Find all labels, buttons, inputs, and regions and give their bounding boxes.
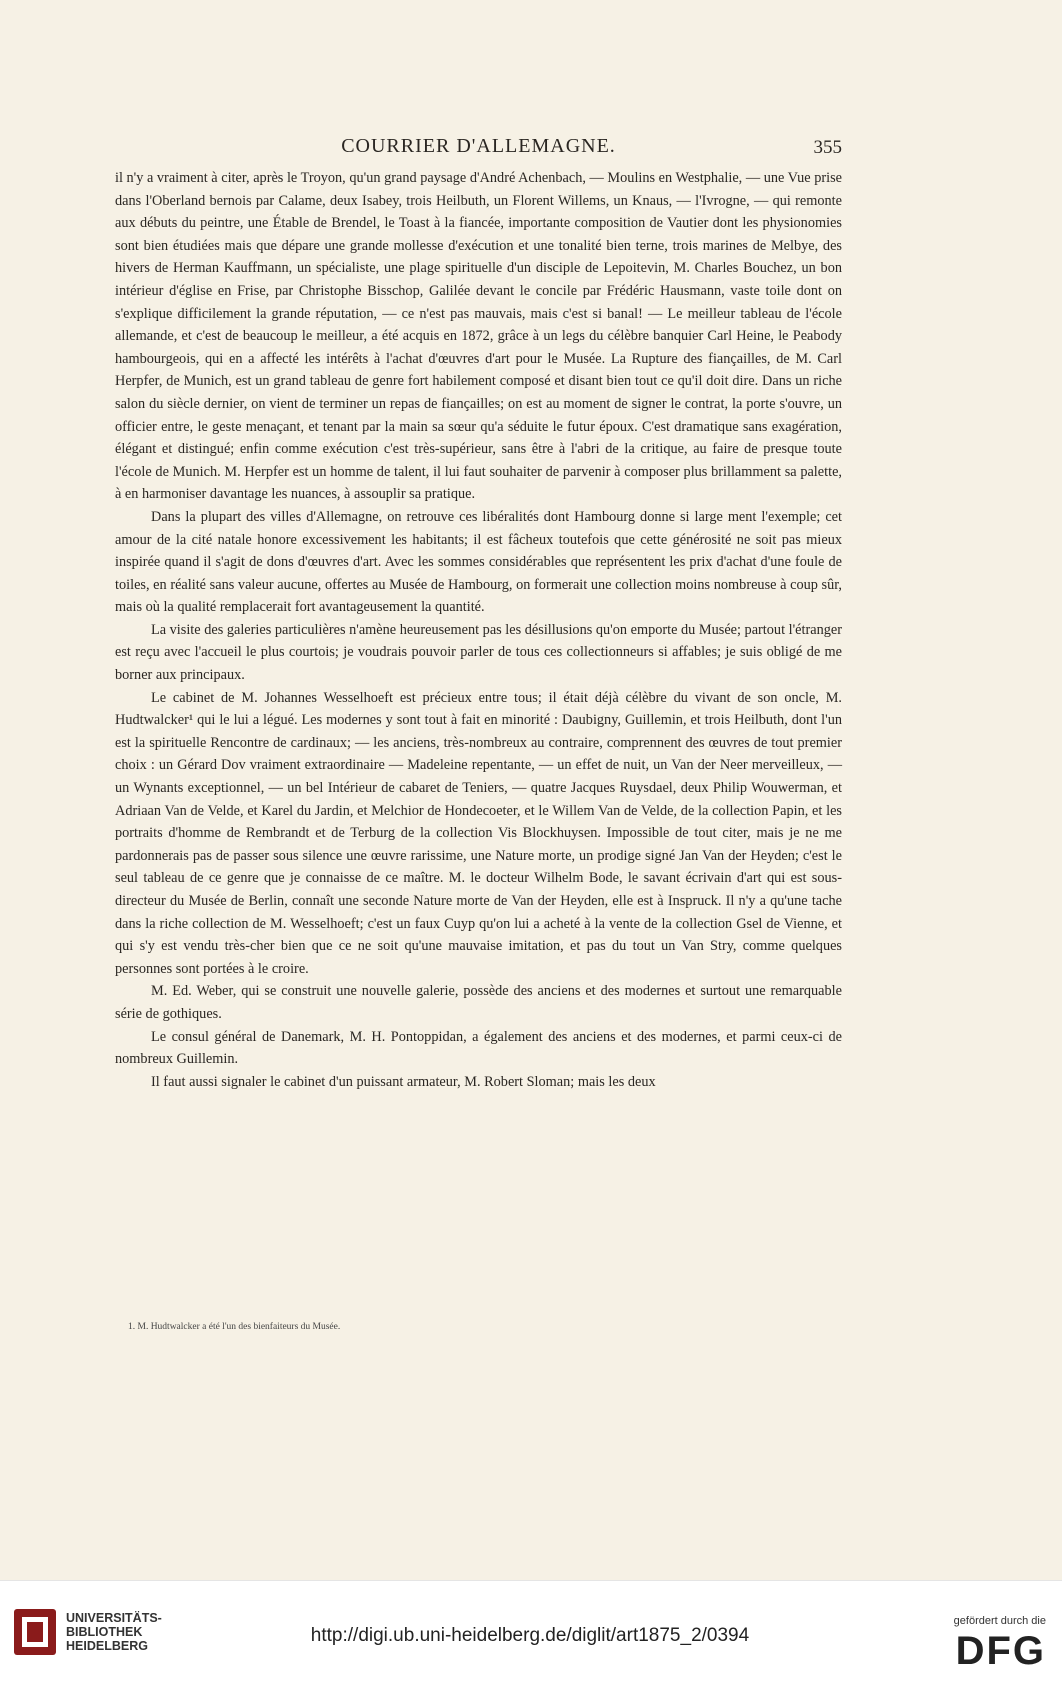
paragraph-2: Dans la plupart des villes d'Allemagne, on retrouve ces libéralités dont Hambourg donne si large ment l'exemple; cet amour de la cité natale honore excessivement les habitants; il est fâcheux toutefois que cette générosité ne soit pas mieux inspirée quand il s'agit de dons d'œuvres d'art. Avec les sommes considérables que représentent les prix d'achat d'une foule de toiles, en réalité sans valeur aucune, offertes au Musée de Hambourg, on formerait une collection moins nombreuse à coup sûr, mais où la qualité remplacerait fort avantageusement la quantité. bbox=[115, 508, 842, 616]
page-header bbox=[115, 135, 842, 165]
permalink-url[interactable]: http://digi.ub.uni-heidelberg.de/diglit/art1875_2/0394 bbox=[310, 1625, 750, 1646]
university-library-name bbox=[66, 1611, 162, 1653]
paragraph-4: Le cabinet de M. Johannes Wesselhoeft est précieux entre tous; il était déjà célèbre du vivant de son oncle, M. Hudtwalcker¹ qui le lui a légué. Les modernes y sont tout à fait en minorité : Daubigny, Guillemin, et trois Heilbuth, dont l'un est la spirituelle Rencontre de cardinaux; — les anciens, très-nombreux au contraire, comprennent des œuvres de tout premier choix : un Gérard Dov vraiment extraordinaire — Madeleine repentante, — un effet de nuit, un Van der Neer merveilleux, — un Wynants exceptionnel, — un bel Intérieur de cabaret de Teniers, — quatre Jacques Ruysdael, deux Philip Wouwerman, et Adriaan Van de Velde, et Karel du Jardin, et Melchior de Hondecoeter, et le Willem Van de Velde, de la collection Papin, et les portraits d'homme de Rembrandt et de Terburg de la collection Vis Blockhuysen. Impossible de tout citer, mais je ne me pardonnerais pas de passer sous silence une œuvre rarissime, une Nature morte, un prodige signé Jan Van der Heyden; c'est le seul tableau de ce genre que je connaisse de ce maître. M. le docteur Wilhelm Bode, le savant écrivain d'art qui est sous-directeur du Musée de Berlin, connaît une seconde Nature morte de Van der Heyden, elle est à Inspruck. Il n'y a qu'une tache dans la riche collection de M. Wesselhoeft; c'est un faux Cuyp qu'on lui a acheté à la vente de la collection Gsel de Vienne, et qui s'y est vendu très-cher bien que ce ne soit qu'une mauvaise imitation, et pas du tout un Van Stry, comme quelques personnes sont portées à le croire. bbox=[115, 689, 842, 977]
running-head: COURRIER D'ALLEMAGNE. bbox=[341, 135, 616, 157]
library-name-line-1: UNIVERSITÄTS- bbox=[66, 1611, 162, 1625]
funding-caption: gefördert durch die bbox=[953, 1615, 1046, 1627]
footer-bar bbox=[0, 1580, 1062, 1684]
article-body bbox=[115, 167, 842, 1093]
paragraph-1: il n'y a vraiment à citer, après le Troyon, qu'un grand paysage d'André Achenbach, — Moulins en Westphalie, — une Vue prise dans l'Oberland bernois par Calame, deux Isabey, trois Heilbuth, un Florent Willems, un Knaus, — l'Ivrogne, — qui remonte aux débuts du peintre, une Étable de Brendel, le Toast à la fiancée, importante composition de Vautier dont les physionomies sont bien étudiées mais que dépare une grande mollesse d'exécution et une tonalité bien terne, trois marines de Melbye, des hivers de Herman Kauffmann, un spécialiste, une plage spirituelle d'un disciple de Lepoitevin, M. Charles Bouchez, un bon intérieur d'église en Frise, par Christophe Bisschop, Galilée devant le concile par Frédéric Hausmann, vaste toile dont on s'explique difficilement la grande réputation, — ce n'est pas mauvais, mais c'est si banal! — Le meilleur tableau de l'école allemande, et c'est de beaucoup le meilleur, a été acquis en 1872, grâce à un legs du célèbre banquier Carl Heine, le Peabody hambourgeois, qui en a affecté les intérêts à l'achat d'œuvres d'art pour le Musée. La Rupture des fiançailles, de M. Carl Herpfer, de Munich, est un grand tableau de genre fort habilement composé et disant bien tout ce qu'il doit dire. Dans un riche salon du siècle dernier, on vient de terminer un repas de fiançailles; on est au moment de signer le contrat, la porte s'ouvre, un officier entre, le geste menaçant, et tenant par la main sa sœur qu'a séduite le futur époux. C'est dramatique sans exagération, élégant et distingué; enfin comme exécution c'est très-supérieur, sans être à l'abri de la critique, au faire de presque toute l'école de Munich. M. Herpfer est un homme de talent, il lui faut souhaiter de parvenir à composer plus brillamment sa palette, à en harmoniser davantage les nuances, à assouplir sa pratique. bbox=[115, 170, 842, 503]
university-seal-icon bbox=[12, 1607, 58, 1657]
page-number: 355 bbox=[813, 137, 842, 158]
footnote: 1. M. Hudtwalcker a été l'un des bienfaiteurs du Musée. bbox=[128, 1322, 341, 1332]
paragraph-7: Il faut aussi signaler le cabinet d'un puissant armateur, M. Robert Sloman; mais les deux bbox=[151, 1073, 656, 1090]
library-name-line-3: HEIDELBERG bbox=[66, 1639, 148, 1653]
library-name-line-2: BIBLIOTHEK bbox=[66, 1625, 143, 1639]
paragraph-5: M. Ed. Weber, qui se construit une nouvelle galerie, possède des anciens et des modernes et surtout une remarquable série de gothiques. bbox=[115, 983, 842, 1022]
paragraph-3: La visite des galeries particulières n'amène heureusement pas les désillusions qu'on emporte du Musée; partout l'étranger est reçu avec l'accueil le plus courtois; je voudrais pouvoir parler de tous ces collectionneurs si affables; je suis obligé de me borner aux principaux. bbox=[115, 621, 842, 684]
paragraph-6: Le consul général de Danemark, M. H. Pontoppidan, a également des anciens et des modernes, et parmi ceux-ci de nombreux Guillemin. bbox=[115, 1028, 842, 1068]
dfg-logo: DFG bbox=[955, 1629, 1046, 1673]
